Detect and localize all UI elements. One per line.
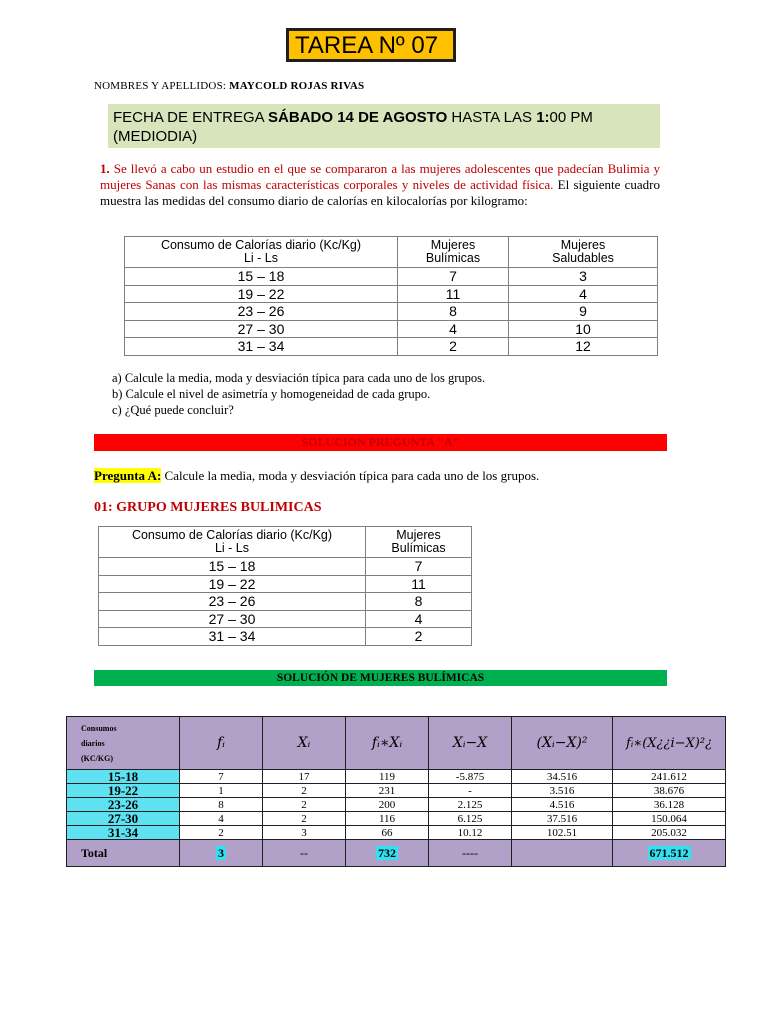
table-cell: 27 – 30 — [99, 610, 366, 628]
table-row — [125, 320, 658, 338]
header-squared-dev: (Xᵢ−X)² — [512, 717, 613, 770]
table-cell: 4 — [180, 812, 263, 826]
total-fixi — [346, 840, 429, 867]
table2-header-bulimicas: Mujeres Bulímicas — [366, 527, 472, 558]
table-row — [99, 575, 472, 593]
table-cell: 37.516 — [512, 812, 613, 826]
table-cell: 15 – 18 — [125, 268, 398, 286]
due-date-day: SÁBADO 14 DE AGOSTO — [268, 109, 448, 126]
table-row — [99, 558, 472, 576]
table-row — [125, 268, 658, 286]
table-cell: 10 — [509, 320, 658, 338]
table-row — [125, 338, 658, 356]
total-fi-value: 3 — [218, 845, 224, 860]
header-fi: fᵢ — [180, 717, 263, 770]
header-consumos: Consumos diarios (KC/KG) — [67, 717, 180, 770]
table-cell: 3 — [263, 826, 346, 840]
total-row — [67, 840, 726, 867]
table-cell: 27 – 30 — [125, 320, 398, 338]
total-label: Total — [67, 840, 180, 867]
question-number: 1. — [100, 161, 110, 176]
table-cell: 205.032 — [613, 826, 726, 840]
subquestion-b: b) Calcule el nivel de asimetría y homogeneidad de cada grupo. — [112, 387, 431, 401]
table-row — [125, 303, 658, 321]
table-cell: 12 — [509, 338, 658, 356]
table-cell: 11 — [366, 575, 472, 593]
table-row — [99, 593, 472, 611]
table-cell: 102.51 — [512, 826, 613, 840]
table-cell: 4 — [509, 285, 658, 303]
frequency-solution-table — [66, 716, 726, 867]
table-cell: 23 – 26 — [99, 593, 366, 611]
table-header-row — [67, 717, 726, 770]
subquestion-list — [112, 370, 485, 418]
header-xi-minus-x: Xᵢ−X — [429, 717, 512, 770]
table-cell: 150.064 — [613, 812, 726, 826]
table1-header-consumo: Consumo de Calorías diario (Kc/Kg) Li - Ls — [125, 237, 398, 268]
table1-header-bulimicas: Mujeres Bulímicas — [398, 237, 509, 268]
table-row — [99, 610, 472, 628]
class-interval: 23-26 — [67, 798, 180, 812]
table-cell: 4 — [398, 320, 509, 338]
table-row — [67, 798, 726, 812]
header-fixi: fᵢ∗Xᵢ — [346, 717, 429, 770]
solution-banner: SOLUCIÓN DE MUJERES BULÍMICAS — [94, 670, 667, 686]
total-weighted-value: 671.512 — [649, 845, 689, 860]
due-date-suffix: 00 PM (MEDIODIA) — [113, 109, 593, 145]
total-xi: -- — [263, 840, 346, 867]
table1-header-saludables: Mujeres Saludables — [509, 237, 658, 268]
table-cell: 231 — [346, 784, 429, 798]
table-row — [67, 826, 726, 840]
subquestion-c: c) ¿Qué puede concluir? — [112, 403, 234, 417]
table-cell: 119 — [346, 770, 429, 784]
due-date-box — [108, 104, 660, 148]
table-cell: 3 — [509, 268, 658, 286]
class-interval: 31-34 — [67, 826, 180, 840]
table-cell: 2 — [263, 798, 346, 812]
table-cell: 6.125 — [429, 812, 512, 826]
table-cell: 19 – 22 — [125, 285, 398, 303]
table-cell: 66 — [346, 826, 429, 840]
table-cell: 34.516 — [512, 770, 613, 784]
table-cell: 38.676 — [613, 784, 726, 798]
assignment-title: TAREA Nº 07 — [286, 28, 456, 62]
total-sq-dev — [512, 840, 613, 867]
table-row — [67, 770, 726, 784]
table-cell: -5.875 — [429, 770, 512, 784]
table-cell: 2 — [263, 812, 346, 826]
due-date-prefix: FECHA DE ENTREGA — [113, 109, 269, 126]
header-xi: Xᵢ — [263, 717, 346, 770]
student-name: MAYCOLD ROJAS RIVAS — [229, 80, 365, 92]
table-row — [125, 285, 658, 303]
table-cell: 2 — [180, 826, 263, 840]
table-cell: 11 — [398, 285, 509, 303]
pregunta-a-text: Calcule la media, moda y desviación típica para cada uno de los grupos. — [161, 468, 540, 483]
table-cell: 200 — [346, 798, 429, 812]
table-row — [67, 784, 726, 798]
due-date-time: 1: — [536, 109, 550, 126]
table-cell: 241.612 — [613, 770, 726, 784]
total-fixi-value: 732 — [378, 845, 396, 860]
table2-header-consumo: Consumo de Calorías diario (Kc/Kg) Li - Ls — [99, 527, 366, 558]
table-row — [99, 628, 472, 646]
table-cell: 8 — [398, 303, 509, 321]
table-cell: 2.125 — [429, 798, 512, 812]
pregunta-a-label: Pregunta A: — [94, 468, 162, 483]
class-interval: 15-18 — [67, 770, 180, 784]
table-cell: 116 — [346, 812, 429, 826]
header-weighted-sq-dev: fᵢ∗(X¿¿i−X)²¿ — [613, 717, 726, 770]
table-cell: 7 — [398, 268, 509, 286]
calorie-table — [124, 236, 658, 356]
due-date-middle: HASTA LAS — [447, 109, 537, 126]
table-cell: 10.12 — [429, 826, 512, 840]
table-cell: 8 — [366, 593, 472, 611]
table-cell: 2 — [263, 784, 346, 798]
table-cell: 23 – 26 — [125, 303, 398, 321]
table-cell: 17 — [263, 770, 346, 784]
table-cell: 8 — [180, 798, 263, 812]
table-cell: 1 — [180, 784, 263, 798]
question-black-text: El siguiente cuadro muestra las medidas del consumo diario de calorías en kilocalorías por kilogramo: — [100, 177, 661, 208]
total-weighted — [613, 840, 726, 867]
table-cell: 3.516 — [512, 784, 613, 798]
class-interval: 27-30 — [67, 812, 180, 826]
bulimic-group-table — [98, 526, 472, 646]
question-red-text: Se llevó a cabo un estudio en el que se compararon a las mujeres adolescentes que padecían Bulimia y mujeres Sanas con las mismas características corporales y niveles de actividad física. — [100, 161, 660, 192]
table-cell: 31 – 34 — [99, 628, 366, 646]
table-cell: 2 — [398, 338, 509, 356]
table-cell: 15 – 18 — [99, 558, 366, 576]
solution-a-banner: SOLUCION PREGUNTA "A" — [94, 434, 667, 451]
table-cell: 31 – 34 — [125, 338, 398, 356]
table-row — [67, 812, 726, 826]
names-label: NOMBRES Y APELLIDOS: — [94, 80, 227, 92]
total-fi — [180, 840, 263, 867]
table-cell: 36.128 — [613, 798, 726, 812]
table-cell: 7 — [366, 558, 472, 576]
total-dev: ---- — [429, 840, 512, 867]
table-cell: 7 — [180, 770, 263, 784]
table-cell: 19 – 22 — [99, 575, 366, 593]
subquestion-a: a) Calcule la media, moda y desviación típica para cada uno de los grupos. — [112, 371, 486, 385]
table-cell: 9 — [509, 303, 658, 321]
class-interval: 19-22 — [67, 784, 180, 798]
table-cell: 4 — [366, 610, 472, 628]
question-1 — [100, 161, 660, 209]
table-cell: 4.516 — [512, 798, 613, 812]
group-title: 01: GRUPO MUJERES BULIMICAS — [94, 500, 322, 515]
student-name-line — [94, 80, 364, 92]
table-cell: - — [429, 784, 512, 798]
pregunta-a-line — [94, 468, 539, 484]
table-cell: 2 — [366, 628, 472, 646]
